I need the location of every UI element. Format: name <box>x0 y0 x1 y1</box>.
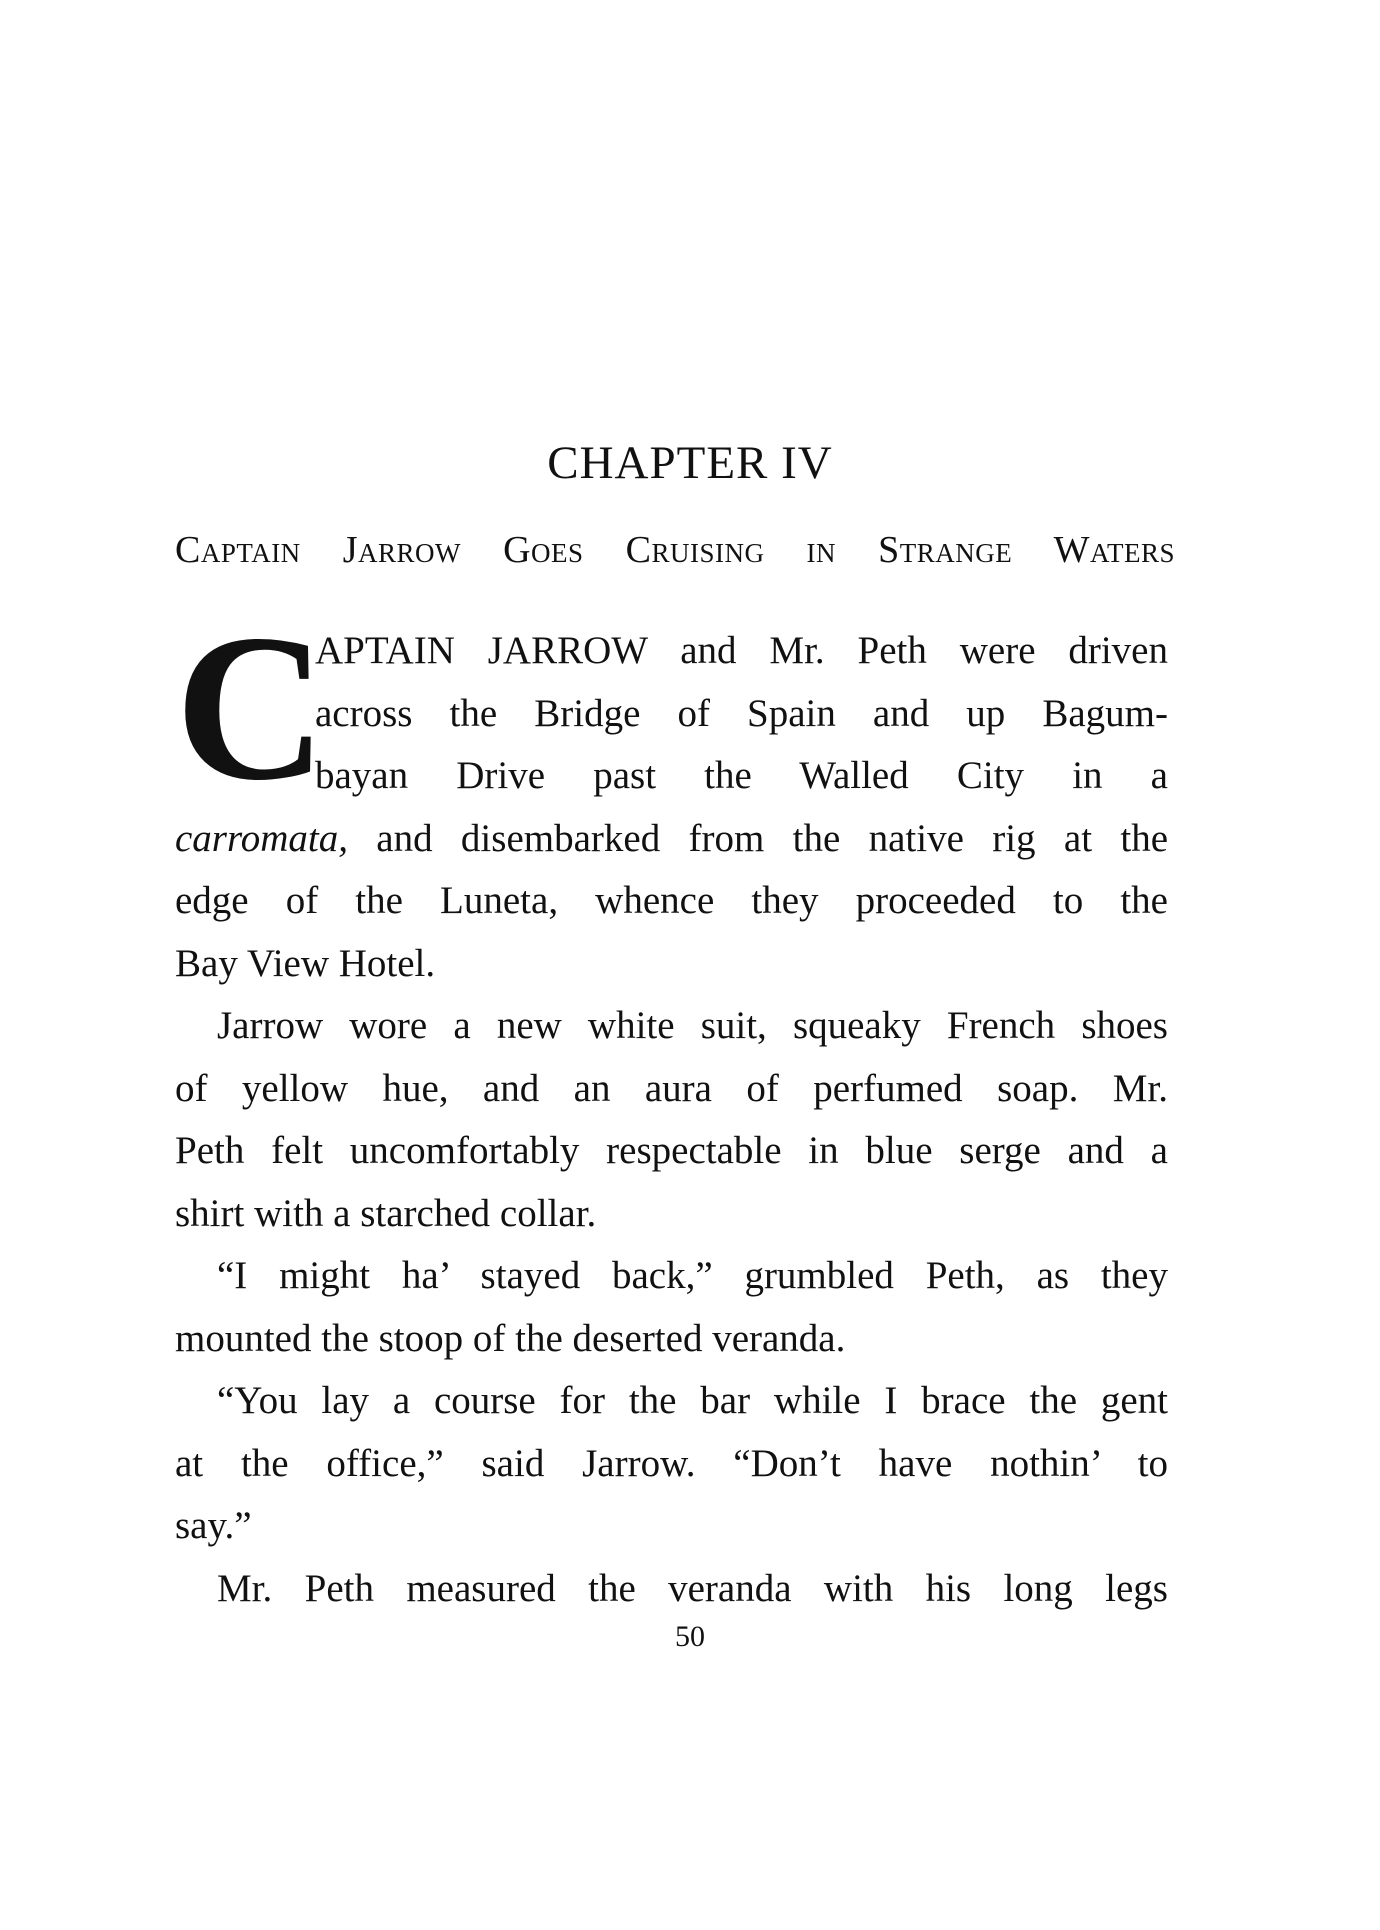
text-line <box>175 808 1168 871</box>
text-line: say.” <box>175 1504 252 1547</box>
text-line: APTAIN JARROW and Mr. Peth were driven <box>315 629 1168 672</box>
text-line-rest: and disembarked from the native rig at the <box>347 816 1168 860</box>
text-line: “I might ha’ stayed back,” grumbled Peth, as they <box>217 1254 1168 1297</box>
text-line: bayan Drive past the Walled City in a <box>315 754 1168 797</box>
text-line: shirt with a starched collar. <box>175 1191 597 1235</box>
text-line: mounted the stoop of the deserted veranda. <box>175 1316 846 1360</box>
drop-cap: C <box>175 592 327 824</box>
italic-word: carromata, <box>175 816 348 860</box>
text-line: of yellow hue, and an aura of perfumed soap. Mr. <box>175 1066 1168 1110</box>
text-line: “You lay a course for the bar while I brace the gent <box>217 1379 1168 1422</box>
page-number: 50 <box>675 1620 705 1653</box>
text-line: Bay View Hotel. <box>175 941 436 985</box>
text-line: Mr. Peth measured the veranda with his long legs <box>217 1566 1168 1610</box>
text-line: across the Bridge of Spain and up Bagum- <box>315 691 1168 735</box>
chapter-title: CHAPTER IV <box>547 437 833 489</box>
text-line: at the office,” said Jarrow. “Don’t have nothin’ to <box>175 1441 1168 1485</box>
text-line: Jarrow wore a new white suit, squeaky French shoes <box>217 1004 1168 1047</box>
text-line: edge of the Luneta, whence they proceeded to the <box>175 879 1168 922</box>
text-line: Peth felt uncomfortably respectable in blue serge and a <box>175 1129 1168 1172</box>
body-text <box>175 620 1168 1620</box>
chapter-subtitle: Captain Jarrow Goes Cruising in Strange Waters <box>175 529 1175 571</box>
